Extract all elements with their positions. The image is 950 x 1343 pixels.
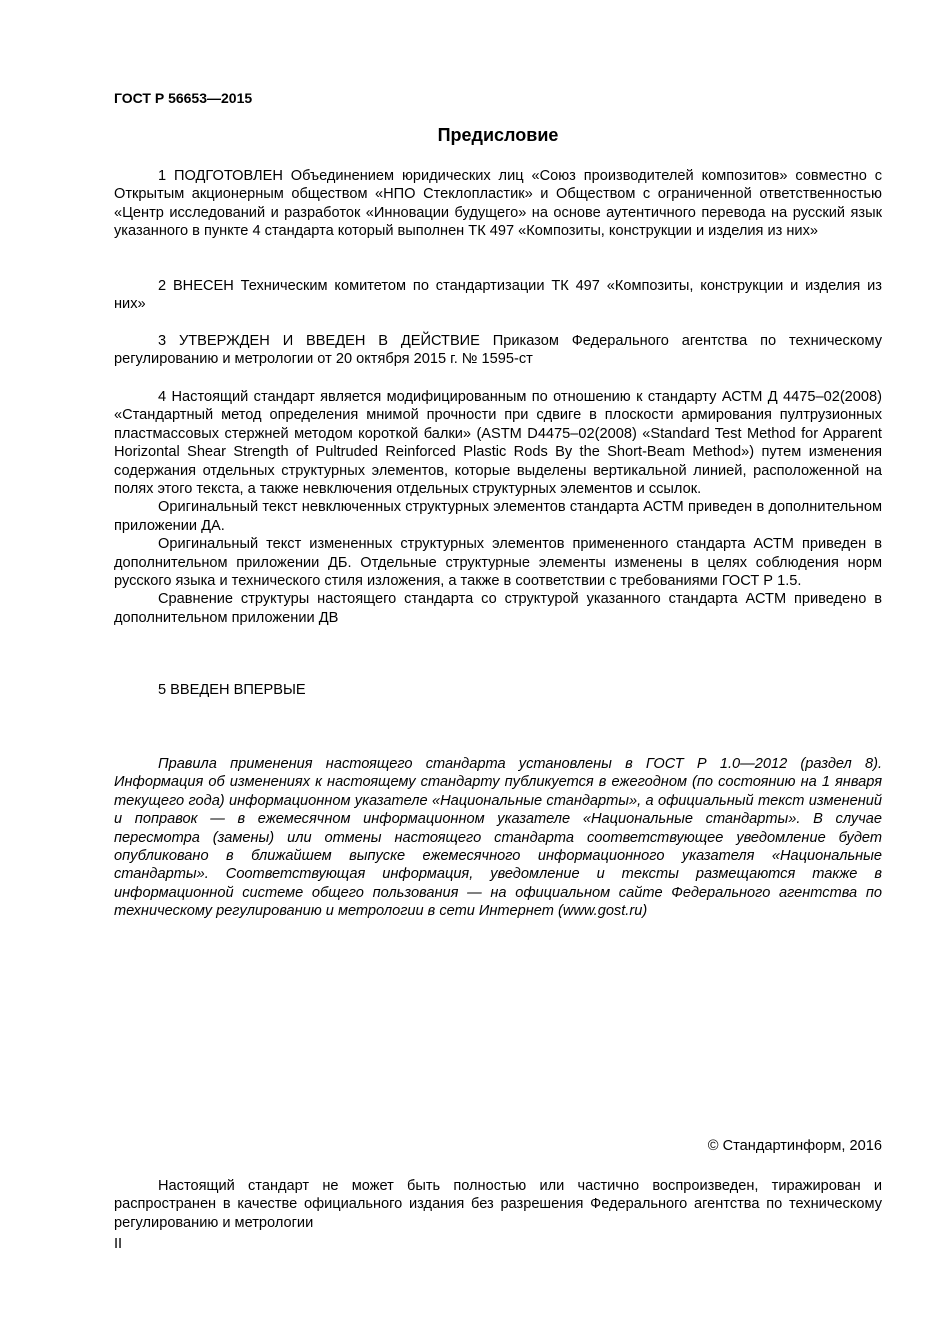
foreword-item-2 xyxy=(114,277,882,314)
paragraph: Сравнение структуры настоящего стандарта со структурой указанного стандарта АСТМ приведено в дополнительном приложении ДВ xyxy=(114,591,882,626)
notice-text: Правила применения настоящего стандарта установлены в ГОСТ Р 1.0—2012 (раздел 8). Информация об изменениях к настоящему стандарту публикуется в ежегодном (по состоянию на 1 января текущего года) информационном указателе «Национальные стандарты», а официальный текст изменений и поправок — в ежемесячном информационном указателе «Национальные стандарты». В случае пересмотра (замены) или отмены настоящего стандарта соответствующее уведомление будет опубликовано в ближайшем выпуске ежемесячного информационного указателя «Национальные стандарты». Соответствующая информация, уведомление и тексты размещаются также в информационной системе общего пользования — на официальном сайте Федерального агентства по техническому регулированию и метрологии в сети Интернет (www.gost.ru) xyxy=(114,756,882,920)
reproduction-text: Настоящий стандарт не может быть полностью или частично воспроизведен, тиражирован и распространен в качестве официального издания без разрешения Федерального агентства по техническому регулированию и метрологии xyxy=(114,1178,882,1231)
page-number: II xyxy=(114,1236,123,1252)
paragraph: Оригинальный текст невключенных структурных элементов стандарта АСТМ приведен в дополнительном приложении ДА. xyxy=(114,499,882,534)
page-title: Предисловие xyxy=(437,125,559,145)
reproduction-notice xyxy=(114,1177,882,1232)
foreword-item-3 xyxy=(114,332,882,369)
foreword-item-4 xyxy=(114,388,882,627)
paragraph: 2 ВНЕСЕН Техническим комитетом по стандартизации ТК 497 «Композиты, конструкции и изделия из них» xyxy=(114,278,882,313)
copyright: © Стандартинформ, 2016 xyxy=(707,1138,882,1154)
application-notice xyxy=(114,755,882,921)
paragraph: 1 ПОДГОТОВЛЕН Объединением юридических лиц «Союз производителей композитов» совместно с Открытым акционерным обществом «НПО Стеклопластик» и Обществом с ограниченной ответственностью «Центр исследований и разработок «Инновации будущего» на основе аутентичного перевода на русский язык указанного в пункте 4 стандарта который выполнен ТК 497 «Композиты, конструкции и изделия из них» xyxy=(114,168,882,240)
paragraph: 3 УТВЕРЖДЕН И ВВЕДЕН В ДЕЙСТВИЕ Приказом Федерального агентства по техническому регулированию и метрологии от 20 октября 2015 г. № 1595-ст xyxy=(114,333,882,368)
paragraph: Оригинальный текст измененных структурных элементов примененного стандарта АСТМ приведен в дополнительном приложении ДБ. Отдельные структурные элементы изменены в целях соблюдения норм русского языка и технического стиля изложения, а также в соответствии с требованиями ГОСТ Р 1.5. xyxy=(114,536,882,590)
paragraph: 5 ВВЕДЕН ВПЕРВЫЕ xyxy=(158,682,306,698)
foreword-item-5 xyxy=(114,681,882,699)
standard-id: ГОСТ Р 56653—2015 xyxy=(114,90,253,106)
paragraph: 4 Настоящий стандарт является модифицированным по отношению к стандарту АСТМ Д 4475–02(2008) «Стандартный метод определения мнимой прочности при сдвиге в плоскости армирования пултрузионных пластмассовых стержней методом короткой балки» (ASTM D4475–02(2008) «Standard Test Method for Apparent Horizontal Shear Strength of Pultruded Reinforced Plastic Rods By the Short-Beam Method») путем изменения содержания отдельных структурных элементов, которые выделены вертикальной линией, расположенной на полях этого текста, а также невключения отдельных структурных элементов и ссылок. xyxy=(114,389,882,498)
foreword-item-1 xyxy=(114,167,882,241)
